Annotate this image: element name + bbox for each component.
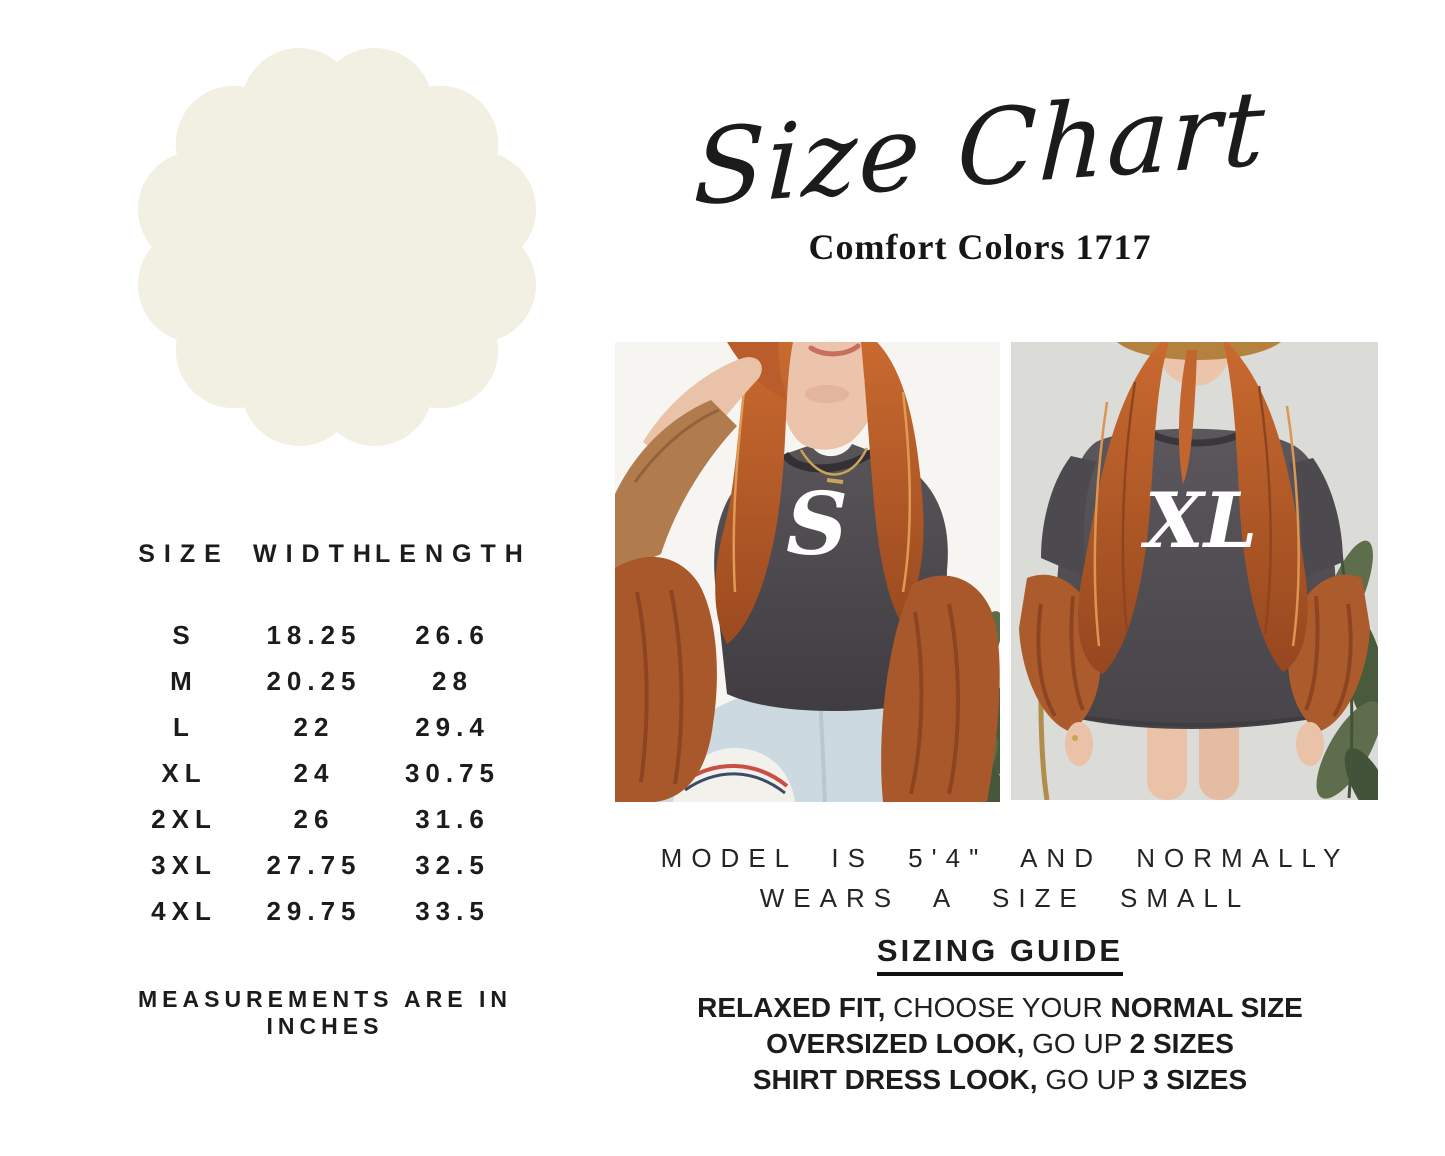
ring bbox=[1072, 735, 1078, 741]
guide-segment: 3 SIZES bbox=[1142, 1064, 1248, 1095]
model-caption-line1: MODEL IS 5'4" AND NORMALLY bbox=[660, 843, 1350, 873]
sizing-guide-lines bbox=[640, 990, 1360, 1098]
model-photo-size-s bbox=[615, 342, 1000, 802]
sizing-guide-header bbox=[700, 933, 1300, 976]
cell-length: 26.6 bbox=[415, 620, 490, 650]
sizing-guide-line-relaxed bbox=[640, 990, 1360, 1026]
model-photo-size-xl bbox=[1011, 342, 1378, 800]
cell-length: 32.5 bbox=[415, 850, 490, 880]
table-row bbox=[115, 612, 530, 658]
shirt-letter-xl: XL bbox=[1144, 476, 1258, 565]
model-caption-line2: WEARS A SIZE SMALL bbox=[759, 883, 1251, 913]
page-subtitle: Comfort Colors 1717 bbox=[808, 227, 1152, 267]
sizing-guide-line-oversized bbox=[640, 1026, 1360, 1062]
size-table-body bbox=[115, 612, 530, 934]
guide-segment: 2 SIZES bbox=[1129, 1028, 1234, 1059]
table-row bbox=[115, 888, 530, 934]
sizing-guide-title: SIZING GUIDE bbox=[877, 933, 1123, 976]
cell-length: 31.6 bbox=[415, 804, 490, 834]
table-row bbox=[115, 704, 530, 750]
cell-width: 18.25 bbox=[266, 620, 362, 650]
cell-size: XL bbox=[161, 758, 207, 788]
sizing-guide-line-shirt-dress bbox=[640, 1062, 1360, 1098]
shirt-letter-s: S bbox=[785, 474, 849, 575]
cell-size: L bbox=[173, 712, 195, 742]
model-photo-xl-illustration bbox=[1011, 342, 1378, 800]
table-row bbox=[115, 842, 530, 888]
cell-size: 4XL bbox=[151, 896, 217, 926]
column-header-width: WIDTH bbox=[253, 540, 380, 568]
size-table-header bbox=[115, 540, 530, 569]
cell-width: 27.75 bbox=[266, 850, 362, 880]
table-row bbox=[115, 750, 530, 796]
flower-path bbox=[138, 48, 536, 446]
cell-length: 28 bbox=[432, 666, 473, 696]
cell-size: 3XL bbox=[151, 850, 217, 880]
guide-segment: GO UP bbox=[1024, 1028, 1130, 1059]
guide-segment: GO UP bbox=[1037, 1064, 1143, 1095]
cell-length: 30.75 bbox=[404, 758, 501, 788]
guide-segment: RELAXED FIT, bbox=[697, 992, 886, 1023]
measurements-note: MEASUREMENTS ARE IN INCHES bbox=[138, 986, 512, 1039]
guide-segment: OVERSIZED LOOK, bbox=[766, 1028, 1025, 1059]
guide-segment: NORMAL SIZE bbox=[1110, 992, 1303, 1023]
table-row bbox=[115, 658, 530, 704]
scalloped-flower-shape bbox=[137, 42, 537, 452]
cell-size: 2XL bbox=[151, 804, 217, 834]
model-caption bbox=[625, 838, 1385, 918]
cell-size: M bbox=[170, 666, 198, 696]
page-title: Size Chart bbox=[691, 66, 1269, 230]
table-row bbox=[115, 796, 530, 842]
cell-size: S bbox=[172, 620, 196, 650]
guide-segment: SHIRT DRESS LOOK, bbox=[752, 1064, 1038, 1095]
cell-length: 33.5 bbox=[415, 896, 490, 926]
cell-width: 26 bbox=[293, 804, 335, 834]
cell-length: 29.4 bbox=[415, 712, 490, 742]
column-header-size: SIZE bbox=[138, 540, 230, 568]
column-header-length: LENGTH bbox=[375, 540, 532, 568]
cell-width: 20.25 bbox=[266, 666, 362, 696]
guide-segment: CHOOSE YOUR bbox=[885, 992, 1111, 1023]
model-photo-s-illustration bbox=[615, 342, 1000, 802]
cell-width: 29.75 bbox=[266, 896, 362, 926]
cell-width: 24 bbox=[293, 758, 335, 788]
cell-width: 22 bbox=[293, 712, 335, 742]
